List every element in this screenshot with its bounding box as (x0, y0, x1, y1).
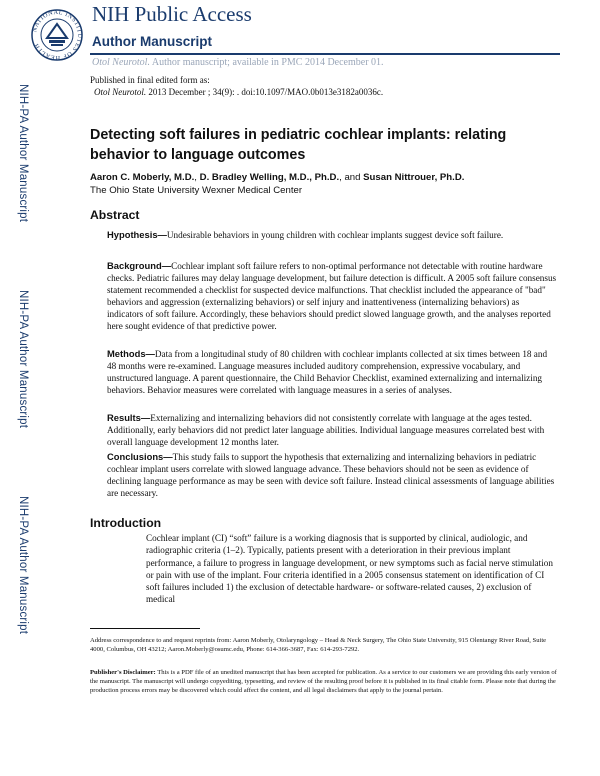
published-in-label: Published in final edited form as: (90, 75, 210, 85)
introduction-heading: Introduction (90, 516, 162, 530)
disclaimer-label: Publisher's Disclaimer: (90, 669, 156, 676)
conclusions-label: Conclusions— (107, 451, 173, 462)
abstract-hypothesis (107, 229, 557, 241)
background-text: Cochlear implant soft failure refers to non-optimal performance not detectable with routine hardware checks. Pediatric failures may delay language development, but failure detection is difficult. A 2005 soft failure consensus statement recommended a checklist for suspected device malfunctions. That checklist included the appearance of "bad" behaviors and aggression (externalizing behaviors) or self injury and inattentiveness (internalizing behaviors) as indicators of soft failure. Accordingly, these behaviors should predict slowed language growth, and the analyses reported here sought evidence of that predictive power. (107, 261, 557, 332)
hypothesis-text: Undesirable behaviors in young children with cochlear implants suggest device soft failure. (166, 230, 504, 240)
header-journal-line (92, 57, 384, 68)
abstract-heading: Abstract (90, 208, 140, 222)
background-label: Background— (107, 260, 172, 271)
article-title: Detecting soft failures in pediatric cochlear implants: relating behavior to language outcomes (90, 127, 507, 163)
logo-ring-text: NATIONAL INSTITUTES OF HEALTH (31, 8, 84, 62)
methods-label: Methods— (107, 348, 155, 359)
abstract-results (107, 412, 557, 448)
publisher-disclaimer (90, 668, 560, 695)
results-text: Externalizing and internalizing behaviors did not consistently correlate with language at the ages tested. Additionally, early behaviors did not predict later language abilities. Individual language measures correlated best with overall language development 12 months later. (107, 413, 545, 448)
side-stamp: NIH-PA Author Manuscript (17, 290, 29, 429)
correspondence-footnote: Address correspondence to and request reprints from: Aaron Moberly, Otolaryngology – Head & Neck Surgery, The Ohio State University, 915 Olentangy River Road, Suite 4000, Columbus, OH 43212; Aaron.Moberly@osumc.edu, Phone: 614-366-3687, Fax: 614-293-7292. (90, 637, 547, 653)
results-label: Results— (107, 412, 151, 423)
author-separator: , and (339, 172, 364, 183)
nih-logo (30, 2, 84, 68)
abstract-conclusions (107, 451, 557, 499)
author-name: D. Bradley Welling, M.D., Ph.D. (199, 172, 340, 183)
author-name: Aaron C. Moberly, M.D. (90, 172, 195, 183)
methods-text: Data from a longitudinal study of 80 children with cochlear implants collected at six times between 18 and 48 months were re-examined. Language measures included auditory comprehension, expressive vocabulary, and unstructured language. A parent questionnaire, the Child Behavior Checklist, examined externalizing and internalizing behaviors. Behavior measures were correlated with language measures in a series of analyses. (107, 349, 548, 396)
citation-journal: Otol Neurotol. (94, 87, 147, 97)
abstract-methods (107, 348, 557, 396)
header-title: NIH Public Access (92, 2, 252, 26)
citation-line (94, 87, 383, 97)
disclaimer-text: This is a PDF file of an unedited manuscript that has been accepted for publication. As a service to our customers we are providing this early version of the manuscript. The manuscript will undergo copyediting, typesetting, and review of the resulting proof before it is published in its final citable form. Please note that during the production process errors may be discovered which could affect the content, and all legal disclaimers that apply to the journal pertain. (90, 669, 557, 694)
author-list (90, 172, 464, 183)
introduction-text: Cochlear implant (CI) “soft” failure is a working diagnosis that is supported by clinical, audiologic, and radiographic criteria (1–2). Typically, patients present with a deterioration in their previous implant performance, a failure to progress in language development, or new symptoms such as facial nerve stimulation or pain with use of the implant. Four criteria identified in a 2005 consensus statement on identification of CI soft failures included 1) the exclusion of detectable hardware- or software-related causes, 2) exclusion of medical (146, 533, 553, 605)
header-subtitle: Author Manuscript (92, 34, 212, 49)
author-separator: , (194, 172, 200, 183)
hypothesis-label: Hypothesis— (107, 229, 167, 240)
conclusions-text: This study fails to support the hypothesis that externalizing and internalizing behaviors in pediatric cochlear implant users correlate with slowed language advance. These behaviors should not be seen as evidence of declining language performance as may be seen with device soft failure. Instead clinical assessments of language abilities are necessary. (107, 452, 555, 499)
side-stamp: NIH-PA Author Manuscript (17, 84, 29, 223)
header-rule (90, 53, 560, 55)
side-stamp: NIH-PA Author Manuscript (17, 496, 29, 635)
header-journal-tail: Author manuscript; available in PMC 2014 December 01. (149, 57, 384, 68)
affiliation: The Ohio State University Wexner Medical Center (90, 185, 303, 196)
header-journal: Otol Neurotol. (92, 57, 150, 68)
abstract-background (107, 260, 557, 333)
footnote-rule (90, 628, 200, 629)
citation-text: 2013 December ; 34(9): . doi:10.1097/MAO.0b013e3182a0036c. (146, 87, 384, 97)
author-name: Susan Nittrouer, Ph.D. (363, 172, 465, 183)
